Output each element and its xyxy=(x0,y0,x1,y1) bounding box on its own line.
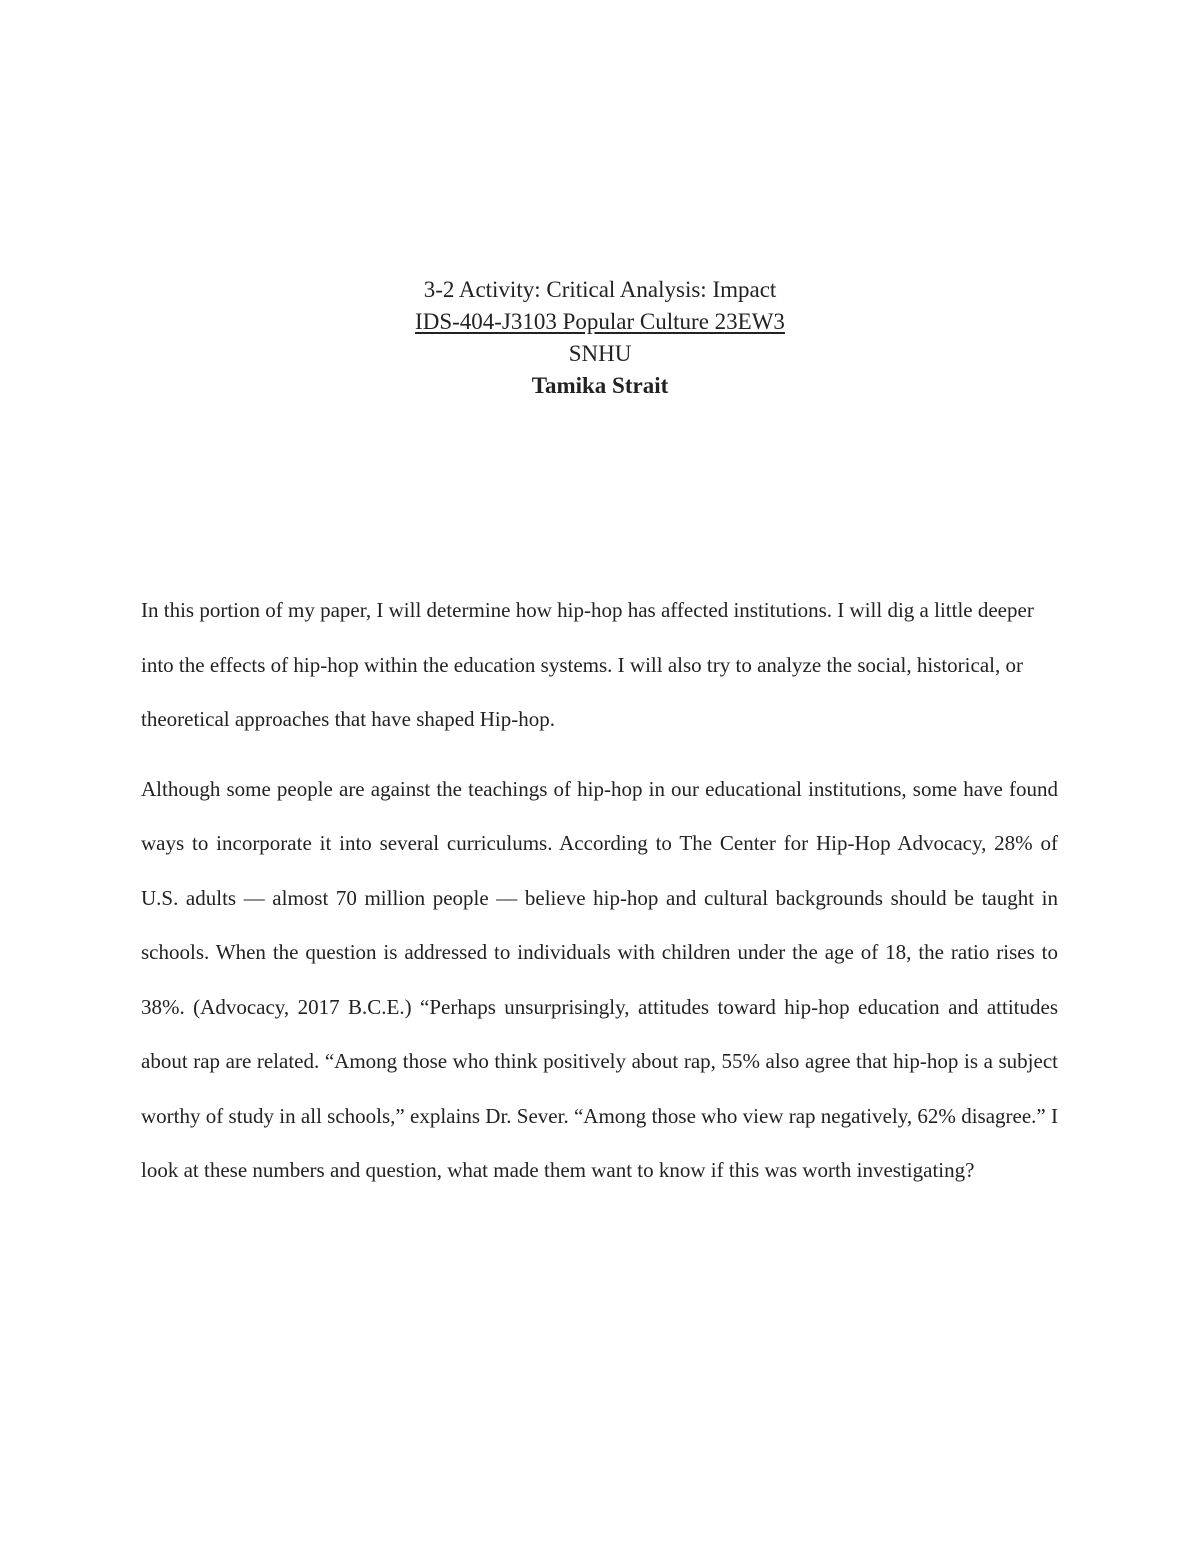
body-text xyxy=(141,583,1058,1198)
course-name: IDS-404-J3103 Popular Culture 23EW3 xyxy=(415,309,785,334)
paragraph-analysis: Although some people are against the teachings of hip-hop in our educational institutions, some have found ways to incorporate it into several curriculums. According to The Center for Hip-Hop Advocacy, 28% of U.S. adults — almost 70 million people — believe hip-hop and cultural backgrounds should be taught in schools. When the question is addressed to individuals with children under the age of 18, the ratio rises to 38%. (Advocacy, 2017 B.C.E.) “Perhaps unsurprisingly, attitudes toward hip-hop education and attitudes about rap are related. “Among those who think positively about rap, 55% also agree that hip-hop is a subject worthy of study in all schools,” explains Dr. Sever. “Among those who view rap negatively, 62% disagree.” I look at these numbers and question, what made them want to know if this was worth investigating? xyxy=(141,776,1058,1182)
author-name: Tamika Strait xyxy=(531,373,669,398)
title-block xyxy=(0,274,1200,402)
document-title: 3-2 Activity: Critical Analysis: Impact xyxy=(423,277,777,302)
institution-name: SNHU xyxy=(568,341,632,366)
paragraph-intro: In this portion of my paper, I will determine how hip-hop has affected institutions. I will dig a little deeper into the effects of hip-hop within the education systems. I will also try to analyze the social, historical, or theoretical approaches that have shaped Hip-hop. xyxy=(141,598,1034,731)
